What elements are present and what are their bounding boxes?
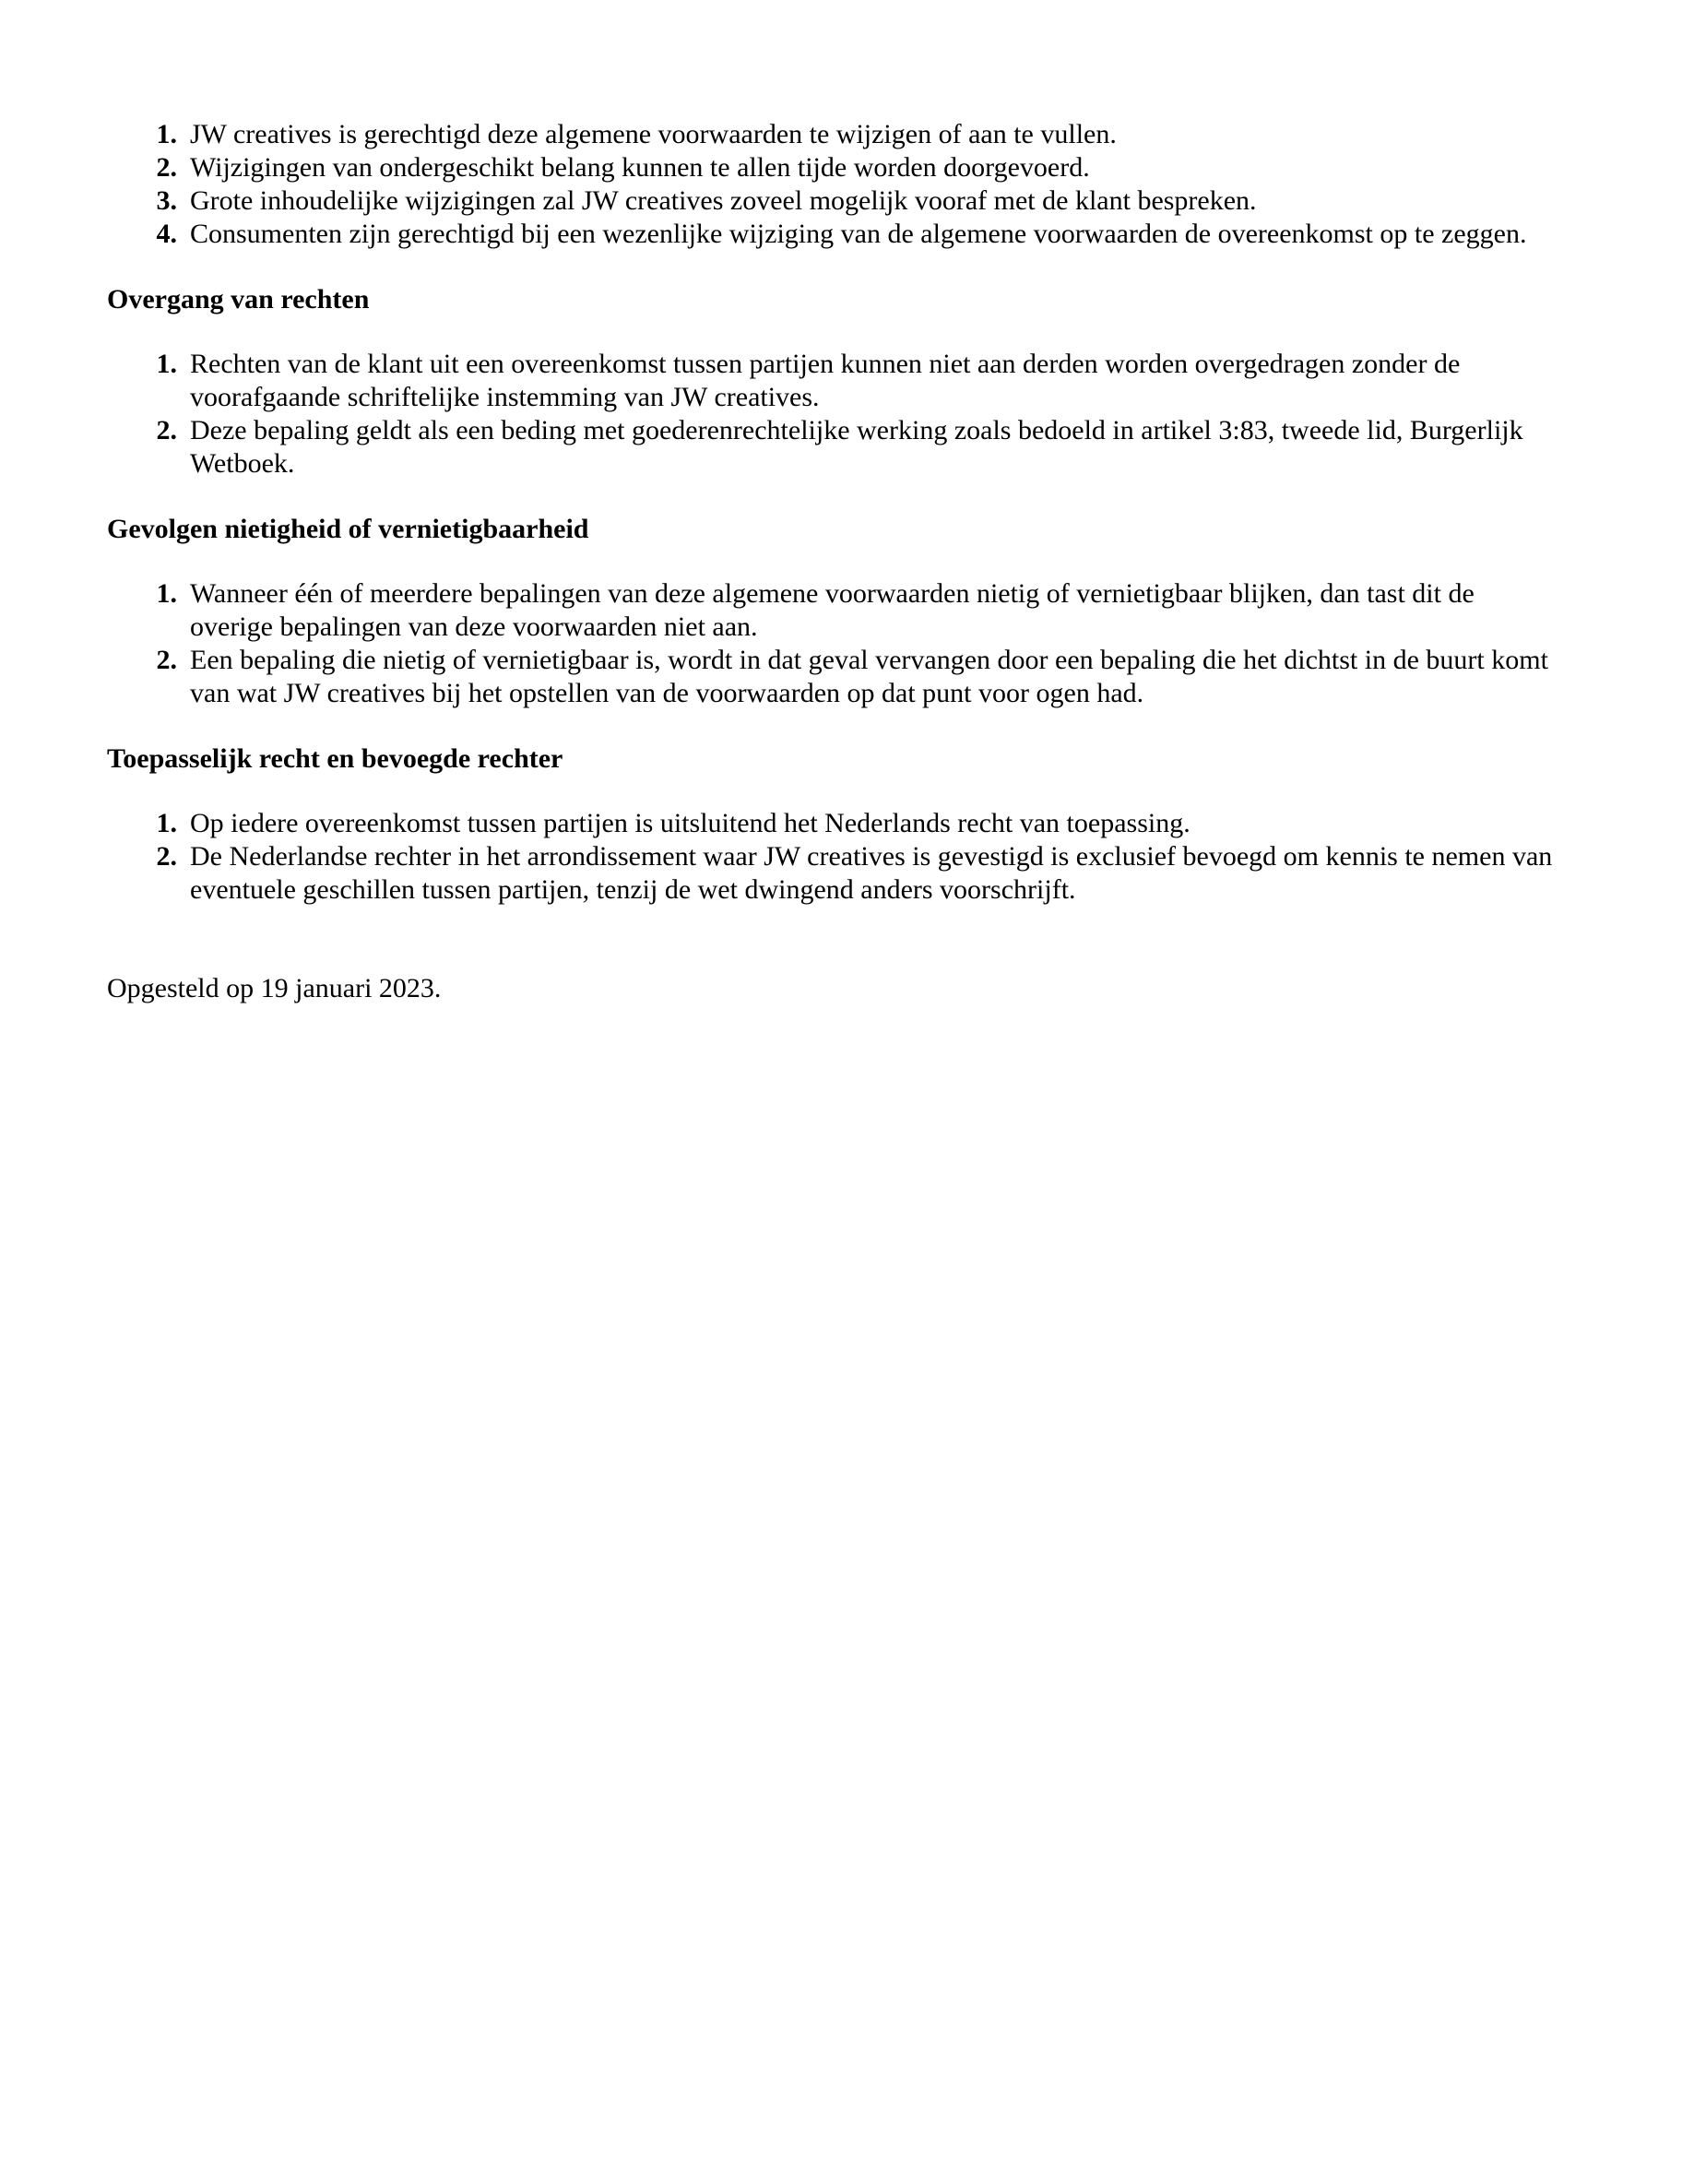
list-item-text: Wijzigingen van ondergeschikt belang kunnen te allen tijde worden doorgevoerd. — [190, 152, 1090, 183]
list-number: 1. — [156, 349, 177, 379]
overgang-van-rechten-list — [107, 348, 1564, 481]
list-item-text: Consumenten zijn gerechtigd bij een wezenlijke wijziging van de algemene voorwaarden de overeenkomst op te zeggen. — [190, 219, 1527, 249]
list-item — [107, 414, 1564, 481]
list-item-text: Grote inhoudelijke wijzigingen zal JW creatives zoveel mogelijk vooraf met de klant bespreken. — [190, 185, 1257, 216]
list-item — [107, 118, 1564, 151]
toepasselijk-recht-list — [107, 807, 1564, 907]
list-item-text: Rechten van de klant uit een overeenkomst tussen partijen kunnen niet aan derden worden overgedragen zonder de voorafgaande schriftelijke instemming van JW creatives. — [190, 349, 1461, 412]
gevolgen-nietigheid-list — [107, 577, 1564, 710]
list-item — [107, 151, 1564, 184]
list-item — [107, 807, 1564, 840]
document-date: Opgesteld op 19 januari 2023. — [107, 973, 442, 1003]
list-item-text: Wanneer één of meerdere bepalingen van deze algemene voorwaarden nietig of vernietigbaar blijken, dan tast dit de overige bepalingen van deze voorwaarden niet aan. — [190, 578, 1475, 642]
section-heading-gevolgen-nietigheid: Gevolgen nietigheid of vernietigbaarheid — [107, 514, 589, 544]
section-heading-toepasselijk-recht: Toepasselijk recht en bevoegde rechter — [107, 743, 563, 774]
list-number: 1. — [156, 808, 177, 838]
list-number: 3. — [156, 185, 177, 216]
list-number: 2. — [156, 415, 177, 445]
list-item — [107, 348, 1564, 414]
list-item — [107, 577, 1564, 644]
list-item — [107, 184, 1564, 218]
list-item-text: Deze bepaling geldt als een beding met goederenrechtelijke werking zoals bedoeld in artikel 3:83, tweede lid, Burgerlijk Wetboek. — [190, 415, 1523, 479]
list-number: 4. — [156, 219, 177, 249]
list-item-text: De Nederlandse rechter in het arrondissement waar JW creatives is gevestigd is exclusief bevoegd om kennis te nemen van eventuele geschillen tussen partijen, tenzij de wet dwingend anders voorschrijft. — [190, 841, 1553, 905]
list-number: 1. — [156, 119, 177, 149]
list-number: 2. — [156, 841, 177, 872]
list-number: 1. — [156, 578, 177, 609]
list-item-text: Een bepaling die nietig of vernietigbaar is, wordt in dat geval vervangen door een bepaling die het dichtst in de buurt komt van wat JW creatives bij het opstellen van de voorwaarden op dat punt voor ogen had. — [190, 645, 1548, 708]
amendments-list — [107, 118, 1564, 251]
section-heading-overgang-van-rechten: Overgang van rechten — [107, 284, 370, 315]
document-page — [107, 118, 1564, 1033]
list-item — [107, 218, 1564, 251]
list-number: 2. — [156, 152, 177, 183]
list-number: 2. — [156, 645, 177, 675]
list-item — [107, 840, 1564, 907]
list-item-text: JW creatives is gerechtigd deze algemene voorwaarden te wijzigen of aan te vullen. — [190, 119, 1117, 149]
list-item — [107, 644, 1564, 710]
list-item-text: Op iedere overeenkomst tussen partijen is uitsluitend het Nederlands recht van toepassing. — [190, 808, 1190, 838]
